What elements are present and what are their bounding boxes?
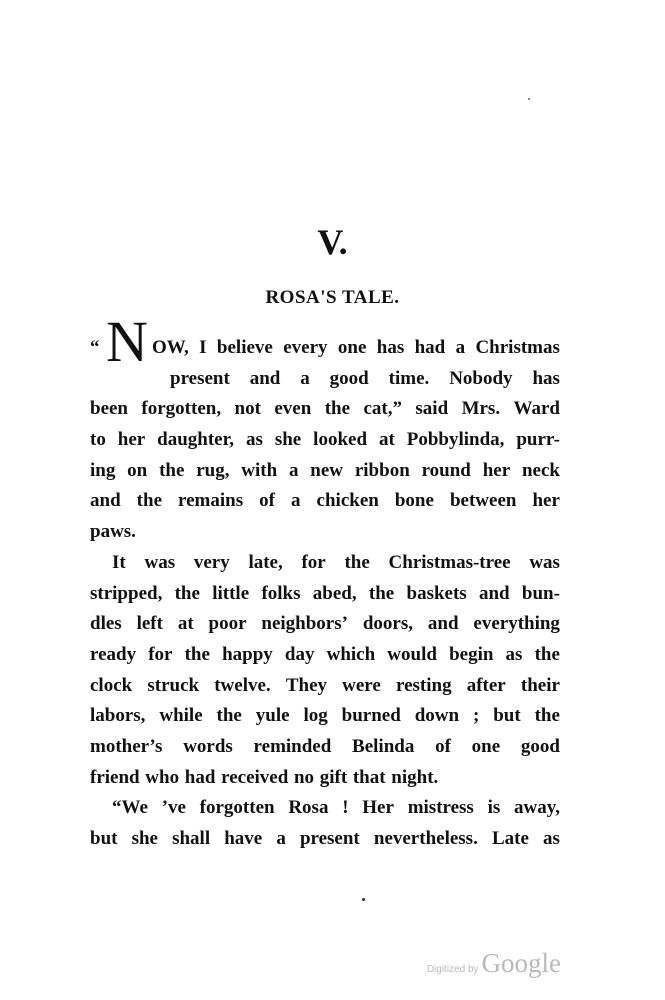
text-line	[90, 394, 560, 425]
text-line	[90, 763, 560, 794]
word: log	[303, 705, 328, 727]
word: of	[435, 735, 451, 757]
text-line	[90, 548, 560, 579]
word: happy	[222, 643, 273, 665]
word: after	[466, 674, 506, 696]
word: burned	[341, 705, 401, 727]
word: night.	[391, 766, 439, 788]
word: very	[193, 551, 230, 573]
word: left	[136, 613, 163, 635]
word: she	[131, 828, 158, 849]
word: Belinda	[352, 735, 415, 757]
word: new	[310, 459, 344, 481]
word: the	[534, 643, 560, 665]
word: baskets	[406, 582, 467, 604]
word: who	[145, 766, 180, 788]
word: neck	[521, 459, 560, 481]
word: Ward	[513, 398, 560, 420]
word: bone	[394, 490, 434, 512]
word: is	[487, 797, 501, 819]
word: believe	[216, 336, 273, 358]
word: everything	[473, 613, 560, 635]
text-line	[90, 486, 560, 517]
word: little	[212, 582, 250, 604]
word: present	[170, 367, 230, 389]
word: twelve.	[214, 674, 271, 696]
word: the	[159, 459, 185, 481]
word: clock	[90, 674, 133, 696]
word: yule	[255, 705, 290, 727]
word: words	[183, 735, 233, 757]
text-line	[90, 824, 560, 855]
word: down	[414, 705, 460, 727]
word: while	[159, 705, 203, 727]
word: the	[174, 582, 200, 604]
word: the	[534, 705, 560, 727]
word: as	[245, 429, 263, 451]
word: present	[299, 828, 360, 849]
word: the	[368, 582, 395, 604]
word: reminded	[253, 735, 332, 757]
word: away,	[514, 797, 560, 819]
word: and	[427, 613, 459, 635]
word: of	[259, 490, 275, 512]
word: Christmas-tree	[388, 551, 511, 573]
word: the	[324, 398, 351, 420]
word: time.	[388, 367, 430, 389]
word: I	[199, 336, 207, 358]
word: good	[329, 367, 369, 389]
word: to	[90, 429, 106, 451]
word: was	[144, 551, 176, 573]
word: good	[520, 735, 560, 757]
word: have	[224, 828, 263, 849]
word: she	[274, 429, 302, 451]
word: doors,	[362, 613, 413, 635]
word: the	[216, 705, 242, 727]
word: was	[529, 551, 560, 573]
paragraph-1-first-line	[90, 308, 560, 374]
text-line	[90, 579, 560, 610]
word: which	[326, 643, 376, 665]
word: has	[376, 336, 405, 358]
word: purr-	[516, 429, 560, 451]
word: stripped,	[90, 582, 163, 604]
word: chicken	[316, 490, 379, 512]
word: remains	[178, 490, 244, 512]
word: ready	[90, 643, 137, 665]
word: her	[532, 490, 560, 512]
word: had	[414, 336, 446, 358]
word: as	[505, 643, 523, 665]
text-line	[90, 425, 560, 456]
text-line	[90, 456, 560, 487]
word: the	[184, 643, 210, 665]
word: round	[421, 459, 471, 481]
word: begin	[449, 643, 494, 665]
text-line	[90, 640, 560, 671]
word: at	[177, 613, 194, 635]
word: late,	[248, 551, 283, 573]
word: paws.	[90, 521, 136, 543]
chapter-number: V.	[317, 222, 348, 262]
word: one	[337, 336, 367, 358]
word: Nobody	[449, 367, 513, 389]
word: even	[274, 398, 312, 420]
word: struck	[147, 674, 200, 696]
word: neighbors’	[261, 613, 348, 635]
word: mother’s	[90, 735, 163, 757]
word: but	[493, 705, 521, 727]
word: OW,	[152, 336, 189, 358]
word: rug,	[196, 459, 230, 481]
word: forgotten	[199, 797, 275, 819]
word: Pobbylinda,	[406, 429, 505, 451]
word: Mrs.	[461, 398, 501, 420]
word: friend	[90, 766, 140, 788]
word: and	[249, 367, 281, 389]
word: for	[148, 643, 173, 665]
word: would	[387, 643, 437, 665]
word: labors,	[90, 705, 146, 727]
word: !	[342, 797, 349, 819]
word: ing	[90, 459, 116, 481]
word: between	[449, 490, 517, 512]
word: for	[301, 551, 326, 573]
word: Rosa	[288, 797, 329, 819]
text-line	[90, 671, 560, 702]
word: the	[136, 490, 162, 512]
google-logo: Google	[481, 948, 561, 978]
word: but	[90, 828, 118, 849]
word: folks	[261, 582, 301, 604]
word: at	[378, 429, 395, 451]
word: a	[291, 490, 301, 512]
word: had	[184, 766, 216, 788]
word: forgotten,	[141, 398, 222, 420]
text-line	[90, 793, 560, 824]
word: her	[117, 429, 146, 451]
word: and	[478, 582, 510, 604]
first-line-words	[152, 333, 560, 364]
word: Christmas	[475, 336, 560, 358]
word: day	[284, 643, 315, 665]
word: every	[283, 336, 328, 358]
text-line	[90, 732, 560, 763]
digitized-watermark	[427, 948, 561, 979]
word: looked	[313, 429, 368, 451]
word: the	[344, 551, 370, 573]
word: abed,	[312, 582, 357, 604]
word: ribbon	[354, 459, 410, 481]
word: as	[542, 828, 560, 849]
body-text	[90, 308, 560, 855]
word: Her	[362, 797, 394, 819]
chapter-title: ROSA'S TALE.	[265, 287, 400, 308]
word: daughter,	[157, 429, 235, 451]
word: no	[293, 766, 315, 788]
page-mark	[362, 898, 365, 901]
word: that	[352, 766, 386, 788]
watermark-prefix: Digitized by	[426, 964, 479, 975]
word: It	[112, 551, 126, 573]
word: her	[482, 459, 511, 481]
word: ;	[472, 705, 480, 727]
word: a	[276, 828, 286, 849]
text-line	[90, 701, 560, 732]
word: has	[532, 367, 560, 389]
word: dles	[90, 613, 122, 635]
word: been	[90, 398, 128, 420]
page-speck	[528, 98, 530, 100]
word: and	[90, 490, 121, 512]
drop-cap-letter: N	[106, 308, 148, 374]
word: bun-	[521, 582, 560, 604]
word: resting	[395, 674, 452, 696]
word: gift	[319, 766, 348, 788]
word: ’ve	[161, 797, 186, 819]
word: mistress	[407, 797, 474, 819]
word: Late	[491, 828, 529, 849]
word: one	[471, 735, 501, 757]
word: shall	[172, 828, 211, 849]
word: a	[288, 459, 299, 481]
word: a	[300, 367, 310, 389]
word: cat,”	[363, 398, 402, 420]
word: “We	[112, 797, 148, 819]
word: received	[221, 766, 289, 788]
text-line	[90, 609, 560, 640]
text-line	[90, 517, 560, 548]
word: a	[455, 336, 466, 358]
word: poor	[208, 613, 247, 635]
word: nevertheless.	[373, 828, 478, 849]
word: with	[241, 459, 278, 481]
text-line	[90, 364, 560, 395]
word: their	[520, 674, 560, 696]
word: said	[415, 398, 449, 420]
word: on	[127, 459, 148, 481]
word: not	[234, 398, 261, 420]
word: They	[285, 674, 328, 696]
opening-quote: “	[90, 336, 100, 358]
word: were	[342, 674, 381, 696]
